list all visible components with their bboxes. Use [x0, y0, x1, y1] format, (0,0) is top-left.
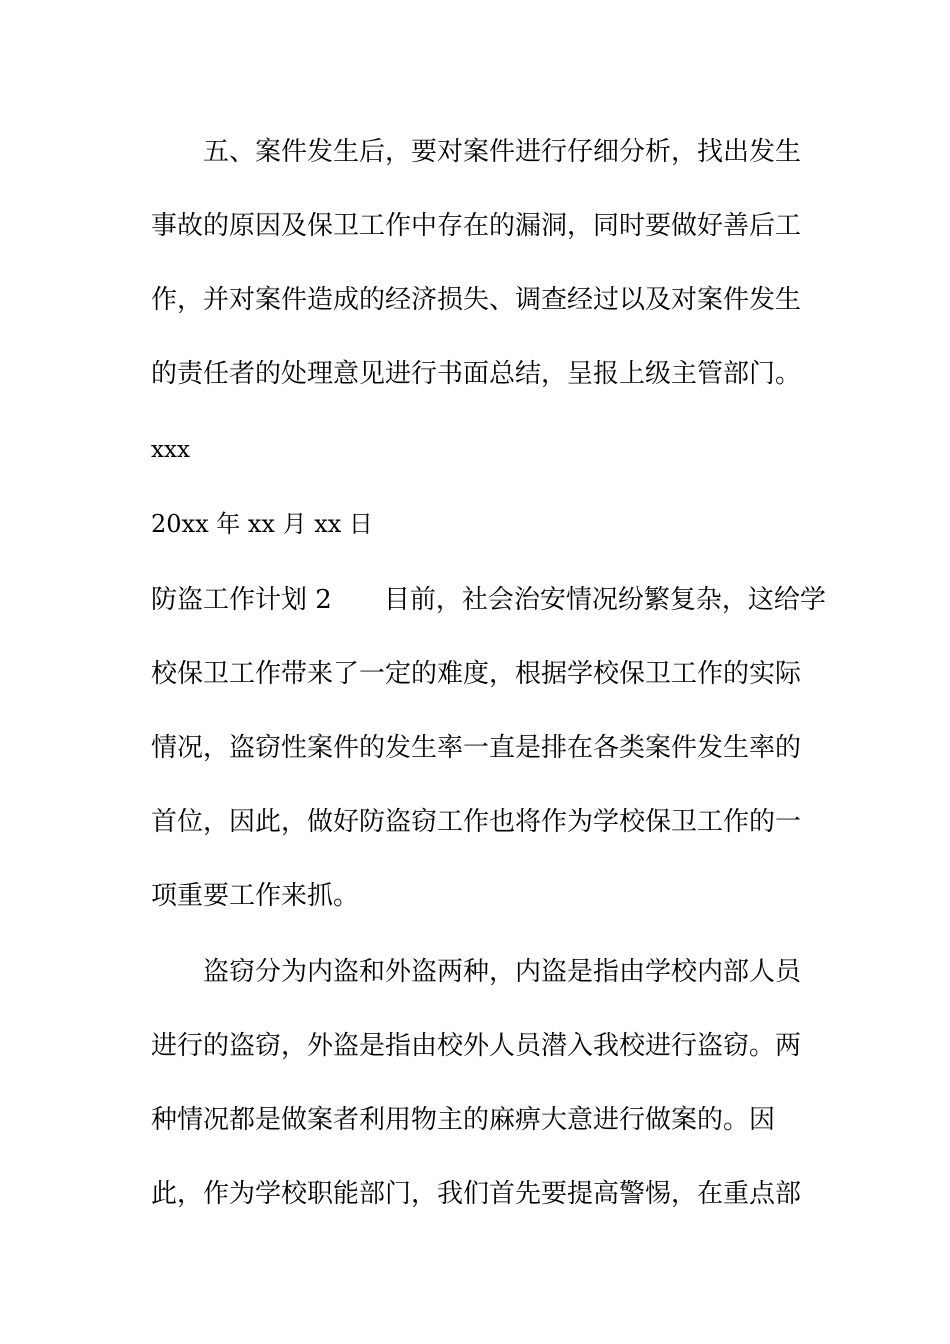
- paragraph-line: 此，作为学校职能部门，我们首先要提高警惕，在重点部: [151, 1179, 802, 1209]
- section-heading-line: [151, 585, 826, 615]
- paragraph-line: 五、案件发生后，要对案件进行仔细分析，找出发生: [203, 137, 802, 167]
- author-name: xxx: [151, 437, 190, 463]
- paragraph-line: 盗窃分为内盗和外盗两种，内盗是指由学校内部人员: [203, 957, 802, 987]
- paragraph-line: 的责任者的处理意见进行书面总结，呈报上级主管部门。: [151, 359, 802, 389]
- paragraph-start: 目前，社会治安情况纷繁复杂，这给学: [383, 585, 826, 615]
- paragraph-line: 校保卫工作带来了一定的难度，根据学校保卫工作的实际: [151, 659, 802, 689]
- section-heading: 防盗工作计划 2: [151, 585, 332, 615]
- paragraph-line: 项重要工作来抓。: [151, 881, 360, 911]
- paragraph-line: 种情况都是做案者利用物主的麻痹大意进行做案的。因: [151, 1105, 776, 1135]
- paragraph-line: 作，并对案件造成的经济损失、调查经过以及对案件发生: [151, 285, 802, 315]
- paragraph-line: 进行的盗窃，外盗是指由校外人员潜入我校进行盗窃。两: [151, 1031, 802, 1061]
- document-date: 20xx 年 xx 月 xx 日: [151, 510, 373, 538]
- paragraph-line: 首位，因此，做好防盗窃工作也将作为学校保卫工作的一: [151, 807, 802, 837]
- paragraph-line: 事故的原因及保卫工作中存在的漏洞，同时要做好善后工: [151, 211, 802, 241]
- paragraph-line: 情况，盗窃性案件的发生率一直是排在各类案件发生率的: [151, 733, 802, 763]
